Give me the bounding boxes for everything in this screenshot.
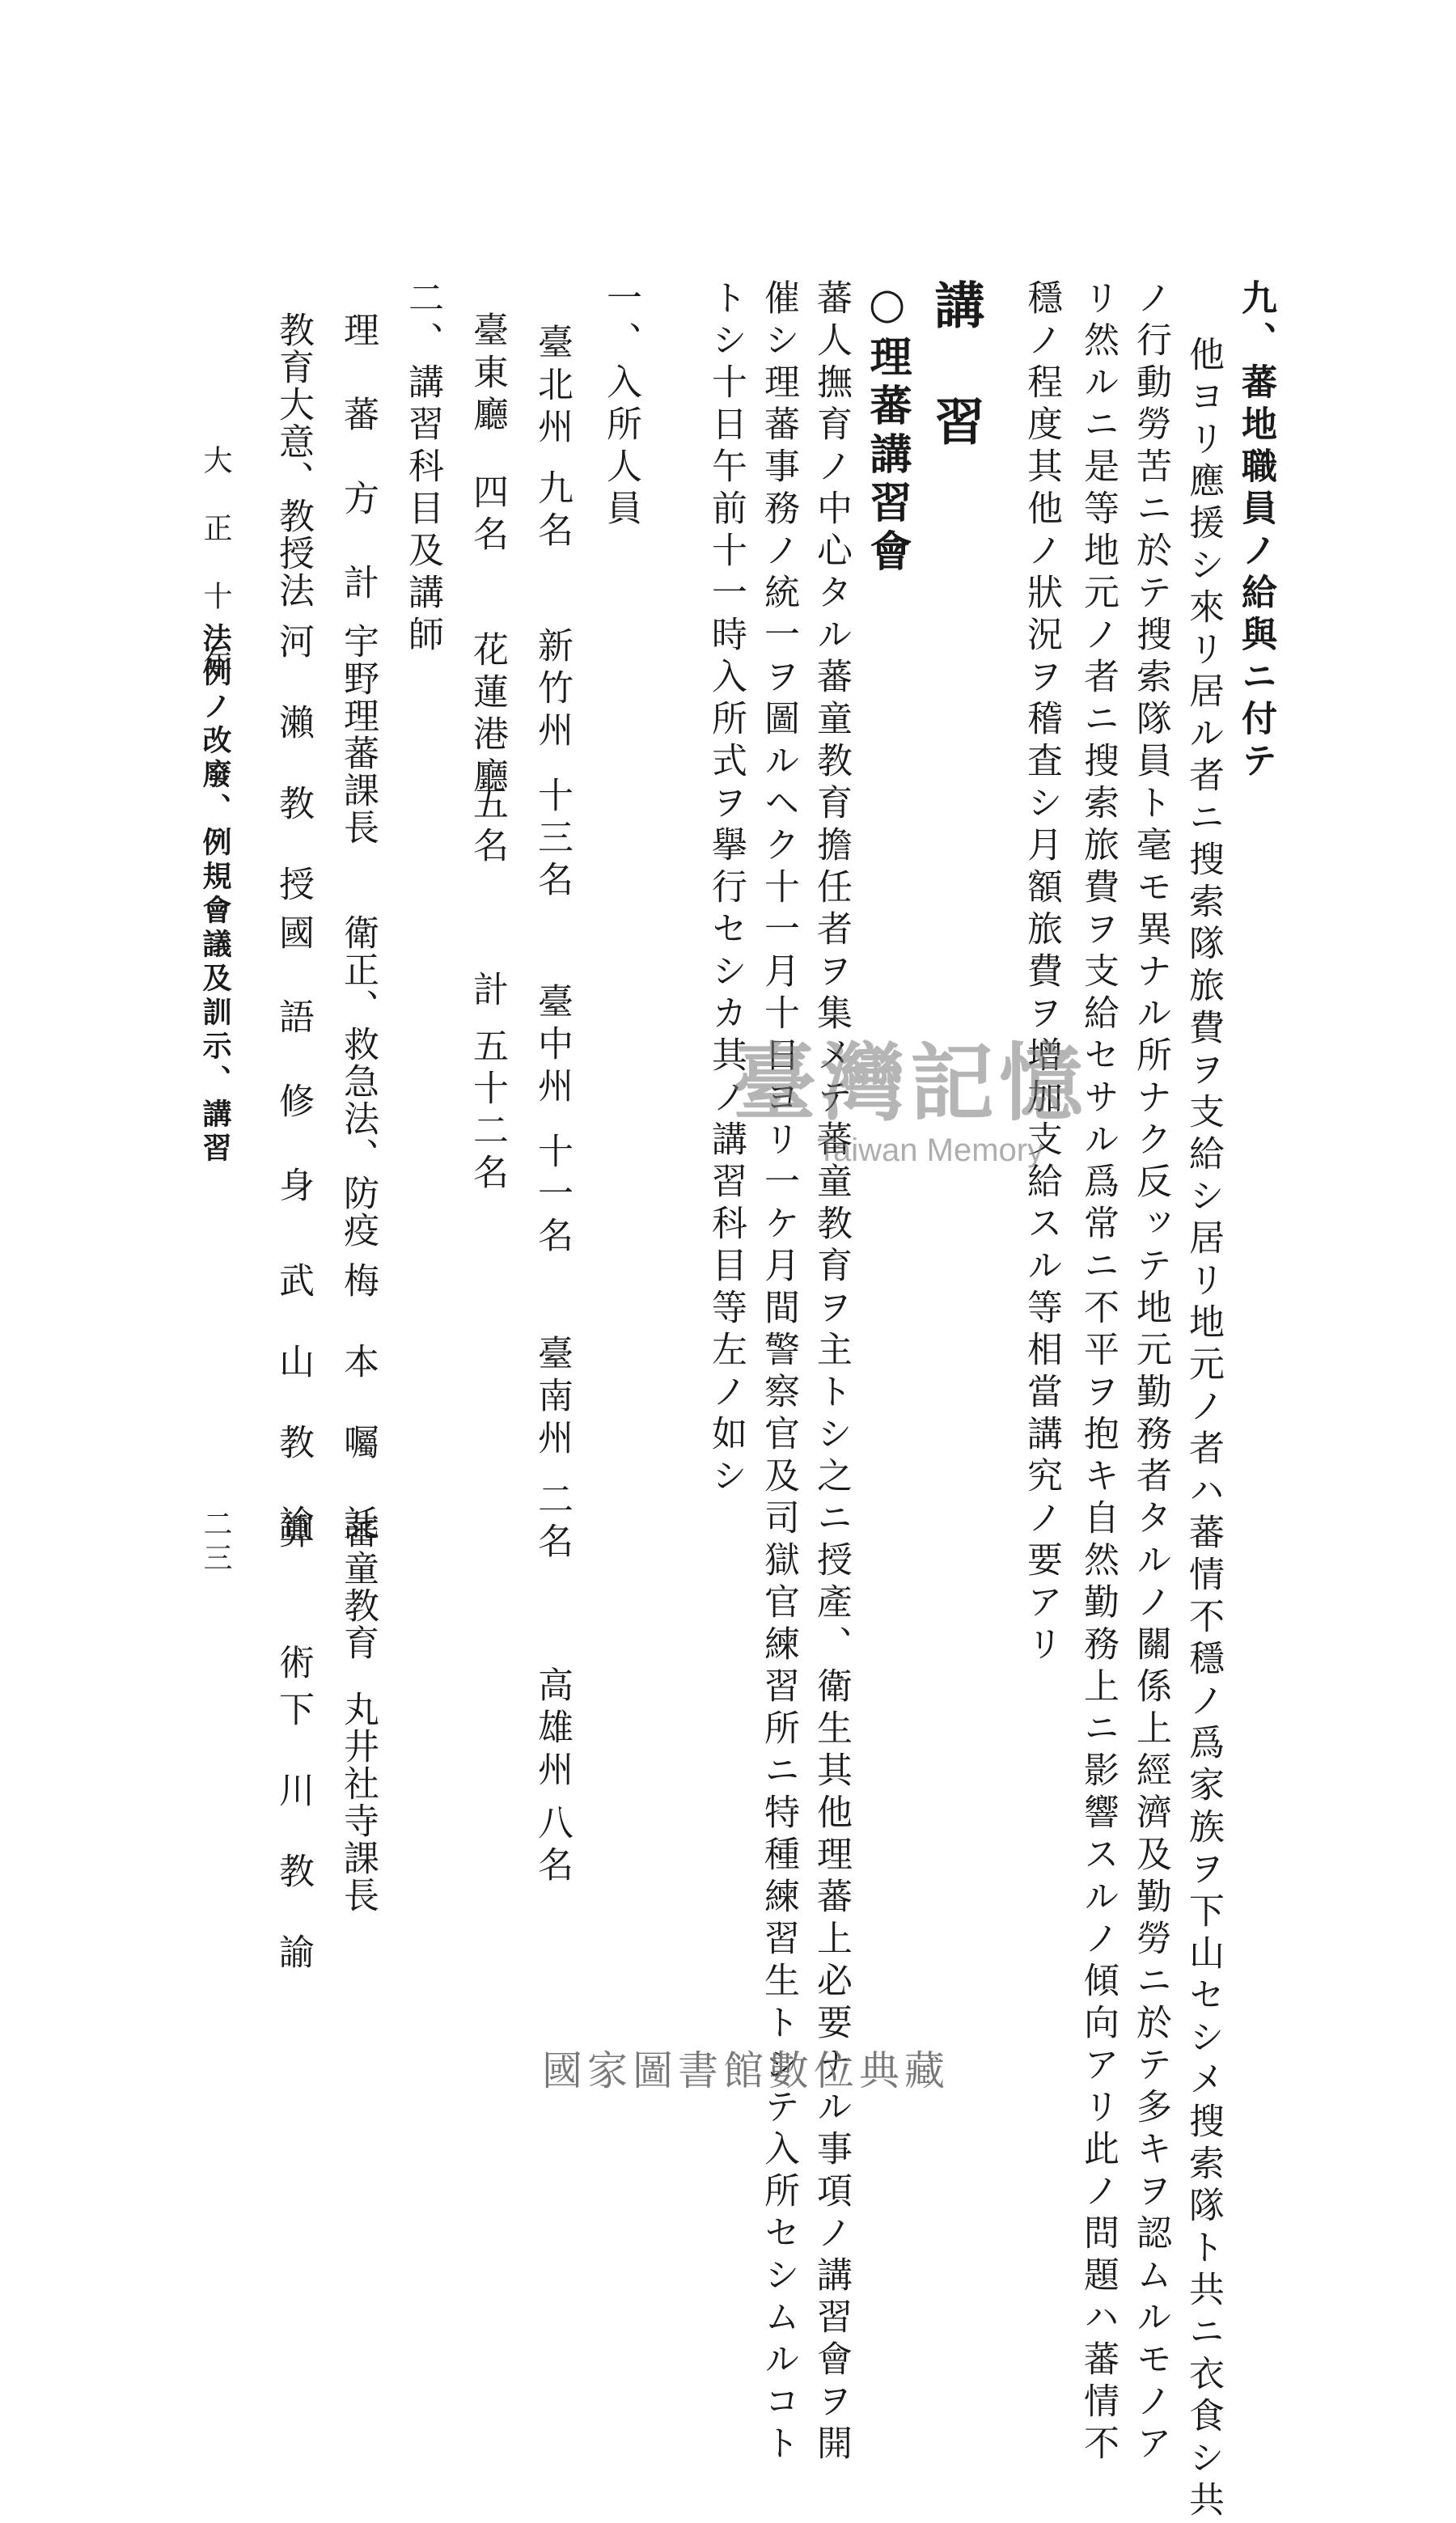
attendance-total-count: 五十二名 (467, 1027, 508, 1196)
attendance-count: 八名 (531, 1804, 573, 1888)
attendance-region: 花蓮港廳 (467, 631, 508, 799)
subject-name: 算 術 (273, 1513, 314, 1687)
subject-lecturer: 梅 本 囑 託 (337, 1262, 379, 1545)
subject-name: 國 語 修 身 (273, 914, 314, 1209)
attendance-total-label: 計 (467, 971, 508, 1013)
item-nine-body-line: ノ行動勞苦ニ於テ搜索隊員ト毫モ異ナル所ナク反ッテ地元勤務者タルノ關係上經濟及勤勞ニ於テ多キヲ認ムルモノア (1130, 279, 1171, 2466)
attendance-count: 四名 (467, 473, 508, 557)
taiwan-memory-watermark-subtitle: Taiwan Memory (817, 1132, 1044, 1168)
subject-lecturer: 武 山 教 諭 (273, 1262, 314, 1545)
attendance-count: 二名 (531, 1480, 573, 1564)
footer-era: 大 正 十 年 (199, 445, 232, 683)
item-nine-heading: 九、蕃地職員ノ給與ニ付テ (1235, 279, 1276, 784)
taiwan-memory-watermark: 臺灣記憶 (732, 1033, 1089, 1132)
subject-lecturer: 宇野理蕃課長 (337, 623, 379, 846)
subject-lecturer: 下 川 教 諭 (273, 1691, 314, 1974)
article-body-line: 催シ理蕃事務ノ統一ヲ圖ルヘク十一月十日ヨリ一ケ月間警察官及司獄官練習所ニ特種練習生トシテ入所セシムルコト (758, 279, 799, 2466)
attendance-region: 高雄州 (531, 1666, 573, 1793)
attendance-region: 新竹州 (531, 627, 573, 753)
footer-running-title: 法例ノ改廢、例規會議及訓示、講習 (198, 623, 232, 1166)
article-body-line: 蕃人撫育ノ中心タル蕃童教育擔任者ヲ集メテ蕃童教育ヲ主トシ之ニ授產、衛生其他理蕃上必要ナル事項ノ講習會ヲ開 (811, 279, 852, 2466)
attendance-count: 十三名 (531, 777, 573, 903)
attendance-count: 五名 (467, 785, 508, 869)
section-title: 講 習 (926, 279, 985, 454)
subject-name: 衛正、救急法、防疫 (337, 914, 379, 1249)
item-nine-body-line: 穩ノ程度其他ノ狀況ヲ稽査シ月額旅費ヲ增加支給スル等相當講究ノ要アリ (1021, 279, 1062, 1667)
attendance-region: 臺中州 (531, 983, 573, 1109)
subject-name: 蕃童教育 (337, 1513, 379, 1662)
article-body-line: トシ十日午前十一時入所式ヲ擧行セシカ其ノ講習科目等左ノ如シ (705, 279, 747, 1499)
item-one-heading: 一、入所人員 (600, 279, 641, 531)
library-collection-mark: 國家圖書館數位典藏 (542, 2047, 950, 2094)
subject-lecturer: 丸井社寺課長 (337, 1691, 379, 1914)
attendance-region: 臺北州 (531, 324, 573, 450)
attendance-count: 十一名 (531, 1132, 573, 1259)
attendance-region: 臺東廳 (467, 311, 508, 438)
subject-name: 理 蕃 方 計 (337, 311, 379, 606)
item-nine-body-line: リ然ルニ是等地元ノ者ニ搜索旅費ヲ支給セサル爲常ニ不平ヲ抱キ自然勤務上ニ影響スルノ傾向アリ此ノ問題ハ蕃情不 (1077, 279, 1119, 2466)
attendance-region: 臺南州 (531, 1335, 573, 1461)
attendance-count: 九名 (531, 469, 573, 553)
subject-lecturer: 河 瀨 教 授 (273, 623, 314, 906)
article-title: ○理蕃講習會 (862, 279, 912, 578)
subject-name: 教育大意、教授法 (273, 311, 314, 609)
item-two-heading: 二、講習科目及講師 (402, 279, 443, 658)
page-number: 二三 (199, 1509, 232, 1577)
item-nine-body-line: 他ヨリ應援シ來リ居ル者ニ搜索隊旅費ヲ支給シ居リ地元ノ者ハ蕃情不穩ノ爲家族ヲ下山セシメ搜索隊ト共ニ衣食シ共 (1183, 336, 1224, 2523)
